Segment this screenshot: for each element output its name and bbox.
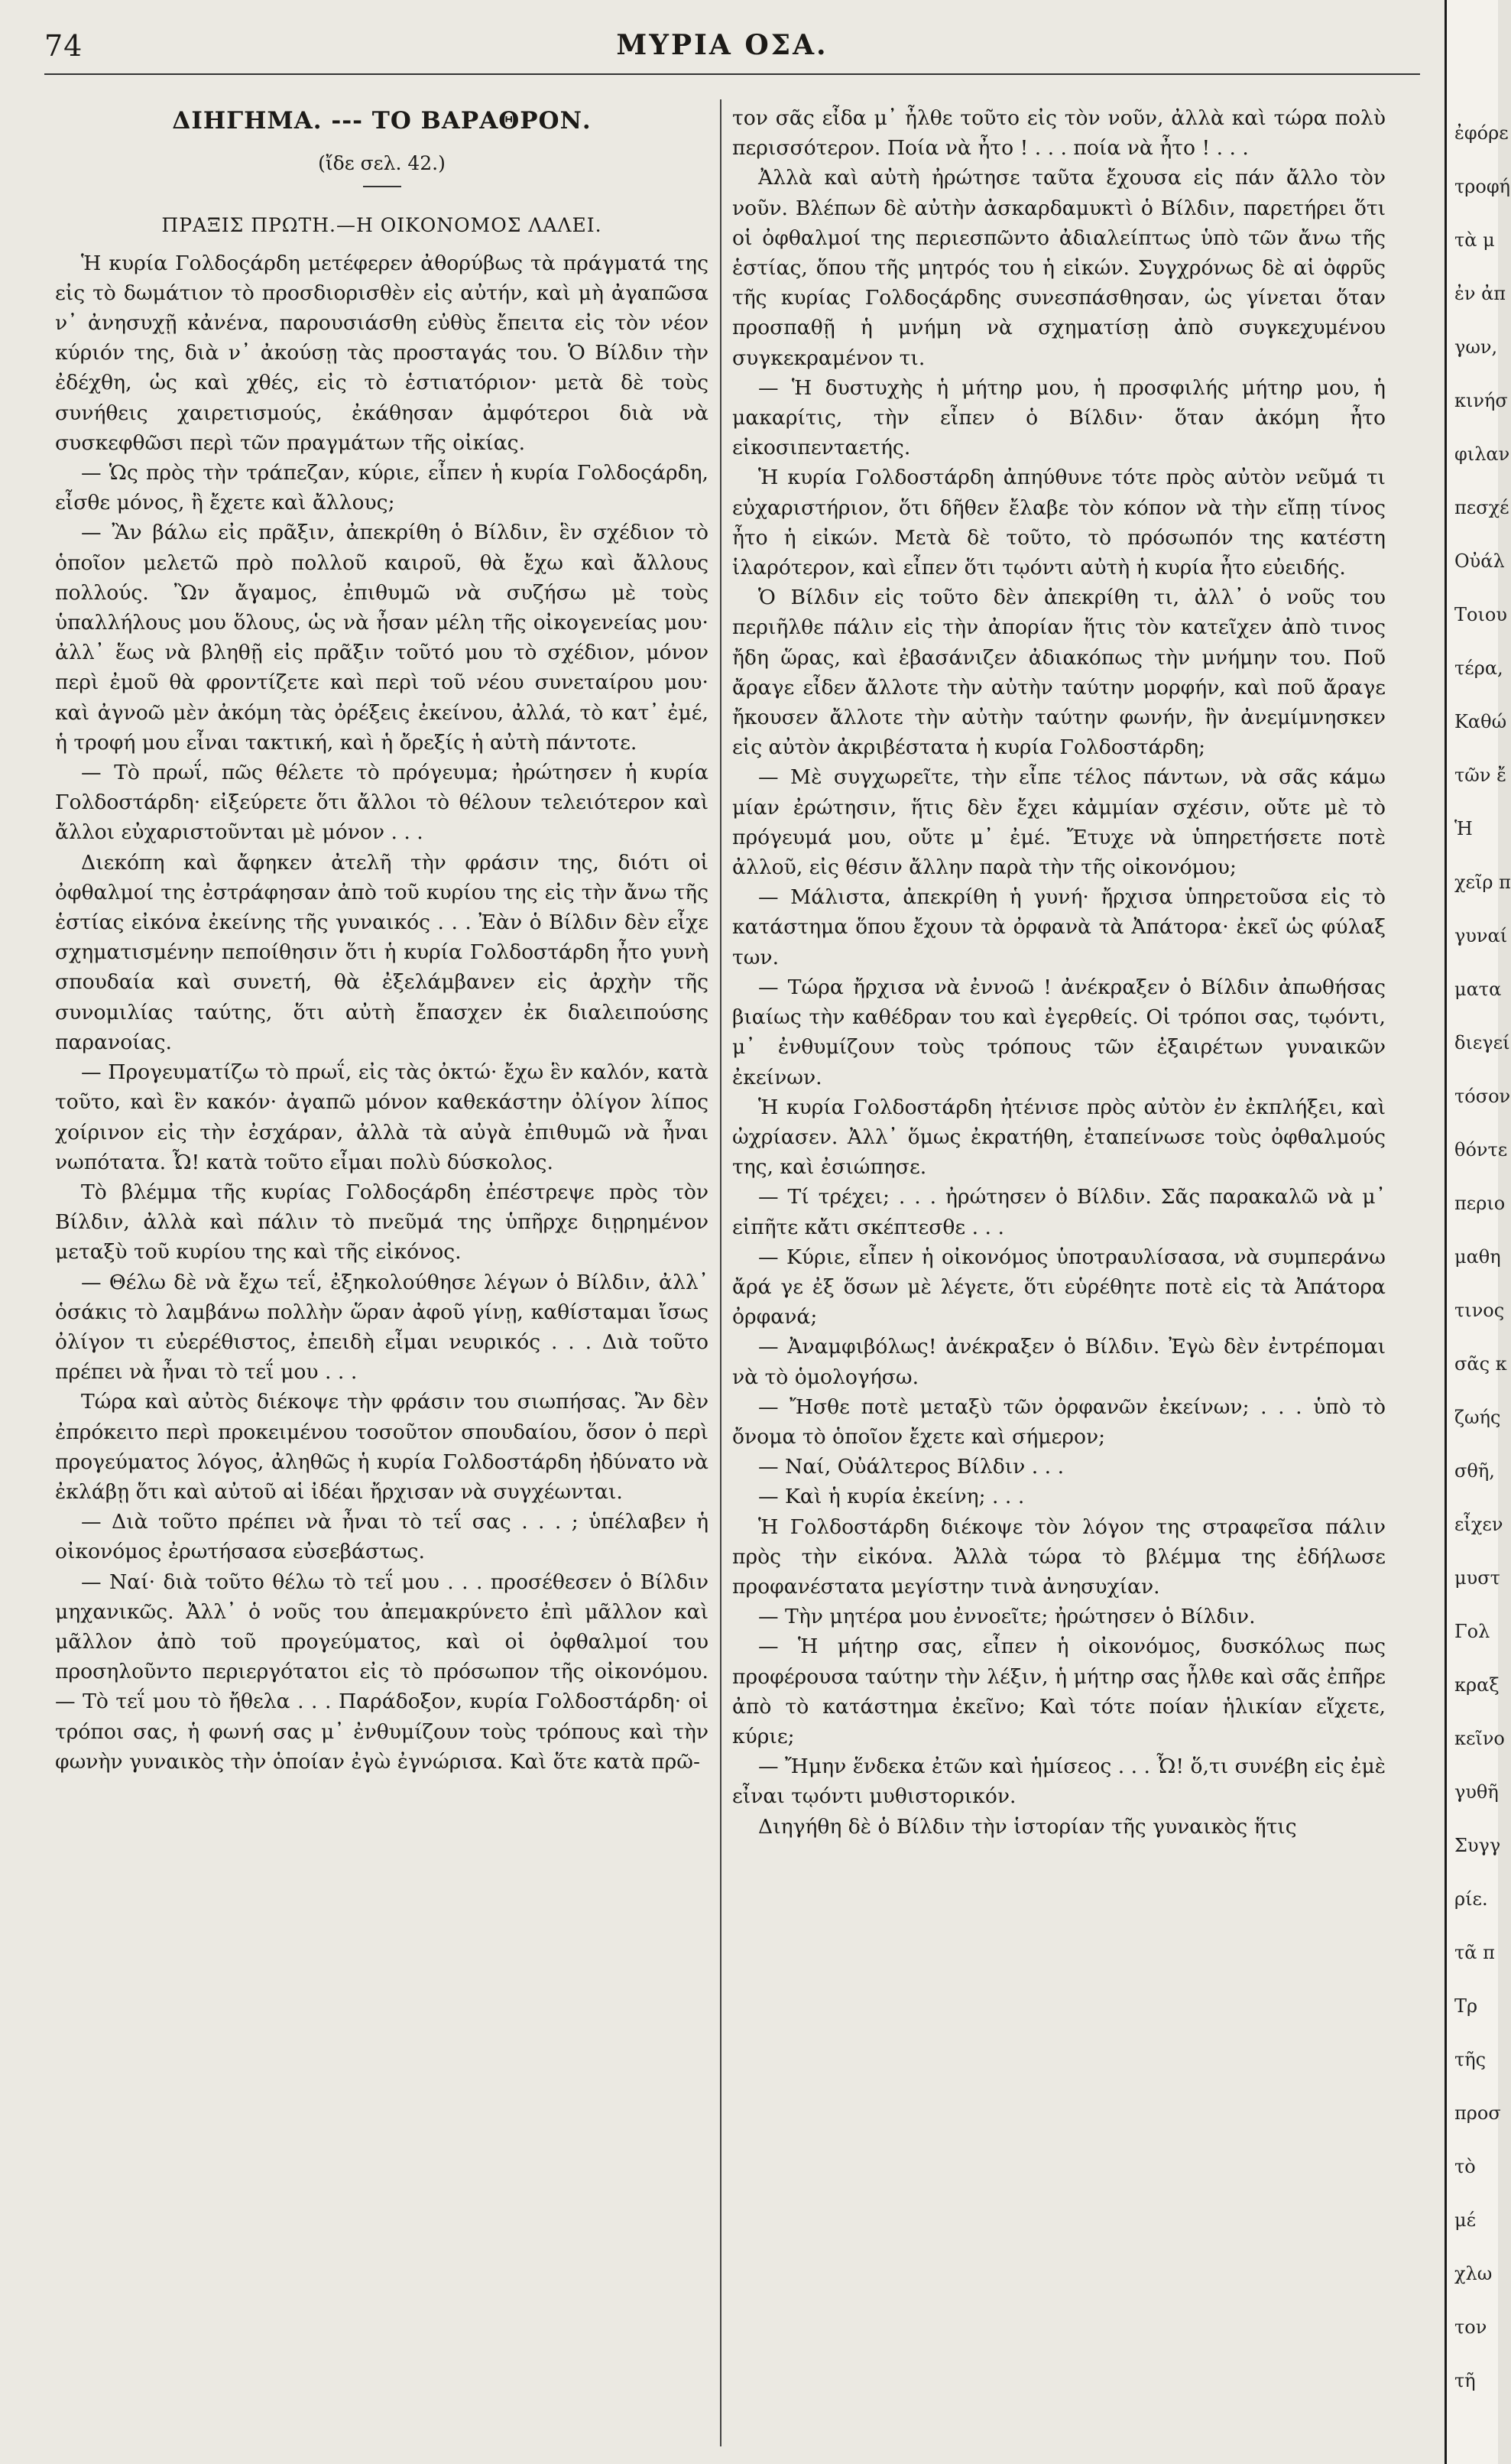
paragraph: τον σᾶς εἶδα μ᾽ ἦλθε τοῦτο εἰς τὸν νοῦν, ἀλλὰ καὶ τώρα πολὺ περισσότερον. Ποία νὰ ἦτο ! . . . ποία νὰ ἦτο ! . . .	[732, 106, 1386, 161]
adjacent-page-fragment: Καθώ	[1454, 711, 1507, 732]
adjacent-page-fragment: τροφή	[1454, 176, 1511, 197]
adjacent-page-fragment: γων,	[1454, 336, 1498, 358]
adjacent-page-fragment: Συγγ	[1454, 1835, 1501, 1856]
paragraph: Διηγήθη δὲ ὁ Βίλδιν τὴν ἱστορίαν τῆς γυναικὸς ἥτις	[758, 1814, 1297, 1839]
paragraph: Τώρα καὶ αὐτὸς διέκοψε τὴν φράσιν του σιωπήσας. Ἂν δὲν ἐπρόκειτο περὶ προκειμένου τοσοῦτον σπουδαίου, ὅσον ὁ περὶ προγεύματος λόγος, ἀληθῶς ἡ κυρία Γολδοστάρδη ἠδύνατο νὰ ἐκλάβῃ ὅτι καὶ αὐτοῦ αἱ ἰδέαι ἤρχισαν νὰ συγχέωνται.	[55, 1390, 708, 1504]
left-column	[55, 103, 708, 2443]
adjacent-page-fragment: τᾶ π	[1454, 1942, 1495, 1963]
running-title: ΜΥΡΙΑ ΟΣΑ.	[616, 29, 828, 61]
adjacent-page-fragment: χεῖρ π	[1454, 872, 1511, 893]
adjacent-page-fragment: τῆς	[1454, 2049, 1487, 2070]
paragraph: Ὁ Βίλδιν εἰς τοῦτο δὲν ἀπεκρίθη τι, ἀλλ᾽ ὁ νοῦς του περιῆλθε πάλιν εἰς τὴν ἀπορίαν ἥτις τὸν κατεῖχεν ἀπὸ τινος ἤδη ὥρας, καὶ ἐβασάνιζεν ἀδιακόπως τὴν μνήμην του. Ποῦ ἄραγε εἶδεν ἄλλοτε τὴν αὐτὴν ταύτην μορφήν, καὶ ποῦ ἄραγε ἤκουσεν ἄλλοτε τὴν αὐτὴν ταύτην φωνήν, ἣν ἀνεμίμνησκεν εἰς αὐτὸν ἀκριβέστατα ἡ κυρία Γολδοστάρδη;	[732, 586, 1386, 760]
paragraph: Διεκόπη καὶ ἄφηκεν ἀτελῆ τὴν φράσιν της, διότι οἱ ὀφθαλμοί της ἐστράφησαν ἀπὸ τοῦ κυρίου της εἰς τὴν ἄνω τῆς ἑστίας εἰκόνα ἐκείνης τῆς γυναικός . . . Ἐὰν ὁ Βίλδιν δὲν εἶχε σχηματισμένην πεποίθησιν ὅτι ἡ κυρία Γολδοστάρδη ἦτο γυνὴ σπουδαία καὶ συνετή, θὰ ἐξελάμβανεν εἰς ἀρχὴν τῆς συνομιλίας ταύτης, ὅτι αὐτὴ ἔπασχεν ἐκ διαλειπούσης παρανοίας.	[55, 850, 708, 1054]
paragraph: Τὸ βλέμμα τῆς κυρίας Γολδοςάρδη ἐπέστρεψε πρὸς τὸν Βίλδιν, ἀλλὰ καὶ πάλιν τὸ πνεῦμά της ὑπῆρχε διῃρημένον μεταξὺ τοῦ κυρίου της καὶ τῆς εἰκόνος.	[55, 1180, 708, 1264]
adjacent-page-fragment: διεγεί	[1454, 1032, 1510, 1053]
adjacent-page-fragment: μέ	[1454, 2209, 1477, 2231]
adjacent-page-fragment: ματα	[1454, 979, 1502, 1000]
adjacent-page-fragment: ἐν ἀπ	[1454, 283, 1506, 304]
paragraph: — Ἤμην ἕνδεκα ἐτῶν καὶ ἡμίσεος . . . Ὦ! ὅ,τι συνέβη εἰς ἐμὲ εἶναι τῳόντι μυθιστορικόν.	[732, 1755, 1386, 1809]
column-rule	[720, 99, 721, 2446]
adjacent-page-fragment: τῆ	[1454, 2370, 1476, 2391]
paragraph: Ἡ κυρία Γολδοστάρδη ἀπηύθυνε τότε πρὸς αὐτὸν νεῦμά τι εὐχαριστήριον, ὅτι δῆθεν ἔλαβε τὸν κόπον νὰ τὴν εἴπῃ τίνος ἦτο ἡ εἰκών. Μετὰ δὲ τοῦτο, τὸ πρόσωπόν της κατέστη ἱλαρότερον, καὶ εἶπεν ὅτι τῳόντι αὐτὴ ἡ κυρία ἦτο εὐειδής.	[732, 466, 1386, 580]
adjacent-page-fragment: γυθῆ	[1454, 1781, 1499, 1803]
paragraph: — Ναί, Οὐάλτερος Βίλδιν . . .	[758, 1455, 1065, 1479]
paragraph: — Κύριε, εἶπεν ἡ οἰκονόμος ὑποτραυλίσασα, νὰ συμπεράνω ἄρά γε ἐξ ὅσων μὲ λέγετε, ὅτι εὑρέθητε ποτὲ εἰς τὰ Ἀπάτορα ὀρφανά;	[732, 1245, 1386, 1329]
adjacent-page-fragment: μυστ	[1454, 1567, 1500, 1589]
paragraph: — Ἡ μήτηρ σας, εἶπεν ἡ οἰκονόμος, δυσκόλως πως προφέρουσα ταύτην τὴν λέξιν, ἡ μήτηρ σας ἦλθε καὶ σᾶς ἐπῆρε ἀπὸ τὸ κατάστημα ἐκεῖνο; Καὶ τότε ποίαν ἡλικίαν εἴχετε, κύριε;	[732, 1635, 1386, 1748]
act-heading: ΠΡΑΞΙΣ ΠΡΩΤΗ.—Η ΟΙΚΟΝΟΜΟΣ ΛΑΛΕΙ.	[161, 214, 602, 237]
adjacent-page-fragment: φιλαν	[1454, 443, 1510, 465]
paragraph: — Ἤσθε ποτὲ μεταξὺ τῶν ὀρφανῶν ἐκείνων; . . . ὑπὸ τὸ ὄνομα τὸ ὁποῖον ἔχετε καὶ σήμερον;	[732, 1394, 1386, 1449]
paragraph: — Ἂν βάλω εἰς πρᾶξιν, ἀπεκρίθη ὁ Βίλδιν, ἓν σχέδιον τὸ ὁποῖον μελετῶ πρὸ πολλοῦ καιροῦ, θὰ ἔχω καὶ ἄλλους πολλούς. Ὢν ἄγαμος, ἐπιθυμῶ νὰ συζήσω μὲ τοὺς ὑπαλλήλους μου ὅλους, ὡς νὰ ἦσαν μέλη τῆς οἰκογενείας μου· ἀλλ᾽ ἕως νὰ βληθῇ εἰς πρᾶξιν τοῦτό μου τὸ σχέδιον, μόνον περὶ ἐμοῦ θὰ φροντίζετε καὶ περὶ τοῦ νέου συνεταίρου μου· καὶ ἀγνοῶ μὲν ἀκόμη τὰς ὀρέξεις ἐκείνου, ἀλλά, τὸ κατ᾽ ἐμέ, ἡ τροφή μου εἶναι τακτική, καὶ ἡ ὄρεξίς ἡ αὐτὴ πάντοτε.	[55, 521, 708, 755]
paragraph: — Ὡς πρὸς τὴν τράπεζαν, κύριε, εἶπεν ἡ κυρία Γολδοςάρδη, εἶσθε μόνος, ἢ ἔχετε καὶ ἄλλους;	[55, 461, 708, 515]
adjacent-page-fragment: τῶν ἔ	[1454, 765, 1506, 786]
adjacent-page-fragment: περιο	[1454, 1193, 1506, 1214]
paragraph: — Τώρα ἤρχισα νὰ ἐννοῶ ! ἀνέκραξεν ὁ Βίλδιν ἀπωθήσας βιαίως τὴν καθέδραν του καὶ ἐγερθείς. Οἱ τρόποι σας, τῳόντι, μ᾽ ἐνθυμίζουν τοὺς τρόπους τῶν ἐξαιρέτων γυναικῶν ἐκείνων.	[732, 975, 1386, 1089]
paragraph: — Καὶ ἡ κυρία ἐκείνη; . . .	[758, 1485, 1025, 1509]
adjacent-page-fragment: τόσον	[1454, 1086, 1511, 1107]
adjacent-page-fragment: τὰ μ	[1454, 229, 1495, 251]
page-number: 74	[44, 29, 83, 63]
adjacent-page-fragment: μαθη	[1454, 1246, 1501, 1268]
paragraph: Ἡ Γολδοστάρδη διέκοψε τὸν λόγον της στραφεῖσα πάλιν πρὸς τὴν εἰκόνα. Ἀλλὰ τώρα τὸ βλέμμα της ἐδήλωσε προφανέστατα μεγίστην τινὰ ἀνησυχίαν.	[732, 1514, 1386, 1599]
right-column	[732, 103, 1386, 2443]
adjacent-page-fragment: σθῆ,	[1454, 1460, 1495, 1482]
adjacent-page-fragment: τινος	[1454, 1300, 1505, 1321]
adjacent-page-fragment: κραξ	[1454, 1674, 1500, 1696]
adjacent-page-fragment: κεῖνο	[1454, 1728, 1505, 1749]
adjacent-page-fragment: τέρα,	[1454, 657, 1503, 679]
adjacent-page-fragment: πεσχέ	[1454, 497, 1509, 518]
paragraph: — Μὲ συγχωρεῖτε, τὴν εἶπε τέλος πάντων, νὰ σᾶς κάμω μίαν ἐρώτησιν, ἥτις δὲν ἔχει κἀμμίαν σχέσιν, οὔτε μὲ τὸ πρόγευμά μου, οὔτε μ᾽ ἐμέ. Ἔτυχε νὰ ὑπηρετήσετε ποτὲ ἀλλοῦ, εἰς θέσιν ἄλλην παρὰ τὴν τῆς οἰκονόμου;	[732, 765, 1386, 880]
adjacent-page-fragment: γυναί	[1454, 925, 1508, 946]
adjacent-page-fragment: εἶχεν	[1454, 1514, 1503, 1535]
adjacent-page-fragment: τὸ	[1454, 2156, 1476, 2177]
paragraph: — Θέλω δὲ νὰ ἔχω τεΐ, ἐξηκολούθησε λέγων ὁ Βίλδιν, ἀλλ᾽ ὁσάκις τὸ λαμβάνω πολλὴν ὥραν ἀφοῦ γίνῃ, καθίσταμαι ἴσως ὀλίγον τι εὐερέθιστος, ἐπειδὴ εἶμαι νευρικός . . . Διὰ τοῦτο πρέπει νὰ ἦναι τὸ τεΐ μου . . .	[55, 1270, 708, 1385]
adjacent-page-fragment: σᾶς κ	[1454, 1353, 1507, 1375]
adjacent-page-fragment: χλω	[1454, 2263, 1493, 2284]
adjacent-page-fragment: Τοιου	[1454, 604, 1507, 625]
paragraph: — Τί τρέχει; . . . ἠρώτησεν ὁ Βίλδιν. Σᾶς παρακαλῶ νὰ μ᾽ εἰπῆτε κἄτι σκέπτεσθε . . .	[732, 1185, 1386, 1239]
story-title: ΔΙΗΓΗΜΑ. --- ΤΟ ΒΑΡΑΘΡΟΝ.	[172, 107, 592, 135]
adjacent-page-fragment: Τρ	[1454, 1995, 1478, 2017]
adjacent-page-fragment: θόντε	[1454, 1139, 1508, 1161]
paragraph: — Προγευματίζω τὸ πρωΐ, εἰς τὰς ὀκτώ· ἔχω ἓν καλόν, κατὰ τοῦτο, καὶ ἓν κακόν· ἀγαπῶ μόνον καθεκάστην ὀλίγον λίπος χοίρινον εἰς τὴν ἐσχάραν, ἀλλὰ τὰ αὐγὰ ἐπιθυμῶ νὰ ἦναι νωπότατα. Ὦ! κατὰ τοῦτο εἶμαι πολὺ δύσκολος.	[55, 1060, 708, 1174]
adjacent-page-fragment: Ἡ	[1454, 818, 1473, 839]
paragraph: Ἡ κυρία Γολδοςάρδη μετέφερεν ἀθορύβως τὰ πράγματά της εἰς τὸ δωμάτιον τὸ προσδιορισθὲν εἰς αὐτήν, καὶ μὴ ἀγαπῶσα ν᾽ ἀνησυχῇ κἀνένα, παρουσιάσθη εὐθὺς ἔπειτα εἰς τὸν νέον κύριόν της, διὰ ν᾽ ἀκούσῃ τὰς προσταγάς του. Ὁ Βίλδιν τὴν ἐδέχθη, ὡς καὶ χθές, εἰς τὸ ἑστιατόριον· μετὰ δὲ τοὺς συνήθεις χαιρετισμούς, ἐκάθησαν ἀμφότεροι διὰ νὰ συσκεφθῶσι περὶ τῶν πραγμάτων τῆς οἰκίας.	[55, 251, 708, 455]
adjacent-page-fragment: τον	[1454, 2316, 1487, 2338]
paragraph: — Μάλιστα, ἀπεκρίθη ἡ γυνή· ἤρχισα ὑπηρετοῦσα εἰς τὸ κατάστημα ὅπου ἔχουν τὰ ὀρφανὰ τὰ Ἀπάτορα· ἐκεῖ ὡς φύλαξ των.	[732, 885, 1386, 969]
paragraph: — Ναί· διὰ τοῦτο θέλω τὸ τεΐ μου . . . προσέθεσεν ὁ Βίλδιν μηχανικῶς. Ἀλλ᾽ ὁ νοῦς του ἀπεμακρύνετο ἐπὶ μᾶλλον καὶ μᾶλλον ἀπὸ τοῦ προγεύματος, καὶ οἱ ὀφθαλμοί του προσηλοῦντο περιεργότατοι εἰς τὸ πρόσωπον τῆς οἰκονόμου. — Τὸ τεΐ μου τὸ ἤθελα . . . Παράδοξον, κυρία Γολδοστάρδη· οἱ τρόποι σας, ἡ φωνή σας μ᾽ ἐνθυμίζουν τοὺς τρόπους καὶ τὴν φωνὴν γυναικὸς τὴν ὁποίαν ἐγὼ ἐγνώρισα. Καὶ ὅτε κατὰ πρῶ-	[55, 1570, 708, 1774]
adjacent-page-fragment: ρίε.	[1454, 1888, 1488, 1910]
paragraph: — Διὰ τοῦτο πρέπει νὰ ἦναι τὸ τεΐ σας . . . ; ὑπέλαβεν ἡ οἰκονόμος ἐρωτήσασα εὐσεβάστως.	[55, 1510, 708, 1564]
adjacent-page-edge	[1445, 0, 1511, 2464]
adjacent-page-fragment: προσ	[1454, 2102, 1501, 2124]
adjacent-page-fragment: Οὐάλ	[1454, 550, 1505, 572]
section-rule	[363, 186, 401, 187]
adjacent-page-fragment: Γολ	[1454, 1621, 1490, 1642]
adjacent-page-fragment: ζωής	[1454, 1407, 1501, 1428]
paragraph: Ἀλλὰ καὶ αὐτὴ ἠρώτησε ταῦτα ἔχουσα εἰς πάν ἄλλο τὸν νοῦν. Βλέπων δὲ αὐτὴν ἀσκαρδαμυκτὶ ὁ Βίλδιν, παρετήρει ὅτι οἱ ὀφθαλμοί της περιεσπῶντο ἀδιαλείπτως ὑπὸ τῶν ἄνω τῆς ἑστίας, ὅπου τῆς μητρός του ἡ εἰκών. Συγχρόνως δὲ αἱ ὀφρῦς τῆς κυρίας Γολδοςάρδης συνεσπάσθησαν, ὡς γίνεται ὅταν προσπαθῇ ἡ μνήμη νὰ σχηματίσῃ ἀπὸ συγκεχυμένου συγκεκραμένον τι.	[732, 166, 1386, 370]
paragraph: — Τὸ πρωΐ, πῶς θέλετε τὸ πρόγευμα; ἠρώτησεν ἡ κυρία Γολδοστάρδη· εἰξεύρετε ὅτι ἄλλοι τὸ θέλουν τελειότερον καὶ ἄλλοι εὐχαριστοῦνται μὲ μόνον . . .	[55, 761, 708, 845]
right-column-body	[732, 103, 1386, 1842]
paragraph: Ἡ κυρία Γολδοστάρδη ἠτένισε πρὸς αὐτὸν ἐν ἐκπλήξει, καὶ ὠχρίασεν. Ἀλλ᾽ ὅμως ἐκρατήθη, ἐταπείνωσε τοὺς ὀφθαλμούς της, καὶ ἐσιώπησε.	[732, 1095, 1386, 1180]
adjacent-page-fragment: κινήσ	[1454, 390, 1508, 411]
paragraph: — Ἀναμφιβόλως! ἀνέκραξεν ὁ Βίλδιν. Ἐγὼ δὲν ἐντρέπομαι νὰ τὸ ὁμολογήσω.	[732, 1335, 1386, 1389]
adjacent-page-fragment: ἐφόρε	[1454, 122, 1509, 144]
header-rule	[44, 73, 1420, 75]
see-reference: (ἴδε σελ. 42.)	[318, 152, 446, 175]
paragraph: — Τὴν μητέρα μου ἐννοεῖτε; ἠρώτησεν ὁ Βίλδιν.	[758, 1605, 1256, 1629]
left-column-body	[55, 248, 708, 1777]
paragraph: — Ἡ δυστυχὴς ἡ μήτηρ μου, ἡ προσφιλής μήτηρ μου, ἡ μακαρίτις, τὴν εἶπεν ὁ Βίλδιν· ὅταν ἀκόμη ἦτο εἰκοσιπενταετής.	[732, 375, 1386, 460]
